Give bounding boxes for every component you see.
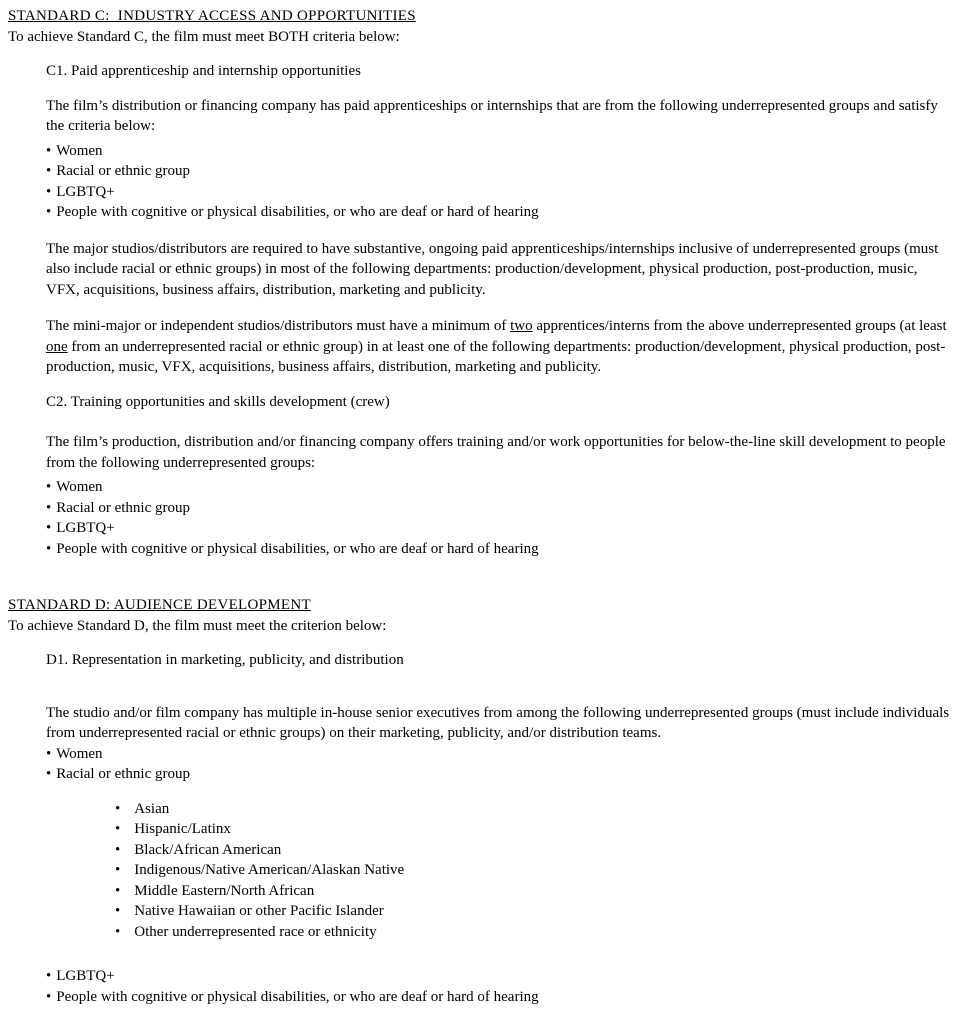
sublist-item <box>115 922 951 943</box>
sublist-item <box>115 799 951 820</box>
list-item <box>46 161 951 182</box>
list-item <box>46 477 951 498</box>
sublist-item-label: Asian <box>134 800 170 817</box>
sublist-item <box>115 819 951 840</box>
sublist-item <box>115 840 951 861</box>
sublist-item-label: Middle Eastern/North African <box>134 882 315 899</box>
list-item <box>46 141 951 162</box>
c2-intro-paragraph: The film’s production, distribution and/or financing company offers training and/or work opportunities for below-the-line skill development to people from the following underrepresented groups: <box>46 434 946 471</box>
bullet-icon: • <box>46 183 52 200</box>
list-item <box>46 966 951 987</box>
paragraph-segment: apprentices/interns from the above underrepresented groups (at least <box>532 318 947 334</box>
c1-mini-major-paragraph <box>46 316 951 378</box>
bullet-icon: • <box>115 821 121 837</box>
bullet-icon: • <box>46 745 52 762</box>
sublist-item <box>115 901 951 922</box>
list-item-label: LGBTQ+ <box>56 968 115 984</box>
underlined-word: two <box>510 318 533 334</box>
bullet-icon: • <box>115 882 121 899</box>
bullet-icon: • <box>115 862 121 878</box>
underlined-word: one <box>46 338 68 355</box>
list-item-label: Racial or ethnic group <box>56 499 190 516</box>
list-item <box>46 182 951 203</box>
sublist-item-label: Other underrepresented race or ethnicity <box>134 923 377 940</box>
paragraph-segment: The mini-major or independent studios/distributors must have a minimum of <box>46 318 511 334</box>
list-item <box>46 764 951 785</box>
list-item-label: LGBTQ+ <box>56 520 115 536</box>
bullet-icon: • <box>46 520 52 536</box>
criterion-c2-title: C2. Training opportunities and skills development (crew) <box>46 393 390 410</box>
c1-major-studios-paragraph: The major studios/distributors are required to have substantive, ongoing paid apprenticeships/internships inclusive of underrepresented groups (must also include racial or ethnic groups) in most of the following departments: production/development, physical production, post-production, music, VFX, acquisitions, business affairs, distribution, marketing and publicity. <box>46 240 939 298</box>
bullet-icon: • <box>46 540 52 557</box>
list-item-label: Racial or ethnic group <box>56 766 190 782</box>
list-item-label: Women <box>56 745 103 762</box>
c1-intro-paragraph: The film’s distribution or financing company has paid apprenticeships or internships that are from the following underrepresented groups and satisfy the criteria below: <box>46 97 938 134</box>
criterion-c1-title: C1. Paid apprenticeship and internship opportunities <box>46 63 361 79</box>
bullet-icon: • <box>46 766 52 782</box>
bullet-icon: • <box>46 988 52 1005</box>
list-item <box>46 987 951 1008</box>
list-item <box>46 518 951 539</box>
list-item <box>46 202 951 223</box>
sublist-item-label: Native Hawaiian or other Pacific Islander <box>134 903 384 919</box>
list-item-label: Women <box>56 142 103 159</box>
bullet-icon: • <box>115 800 121 817</box>
list-item-label: People with cognitive or physical disabilities, or who are deaf or hard of hearing <box>56 988 539 1005</box>
paragraph-segment: from an underrepresented racial or ethnic group) in at least one of the following departments: production/development, physical production, post-production, music, VFX, acquisitions, business affairs, distribution, marketing and publicity. <box>46 338 946 375</box>
list-item <box>46 498 951 519</box>
standard-d-intro: To achieve Standard D, the film must meet the criterion below: <box>8 617 387 634</box>
list-item-label: Racial or ethnic group <box>56 163 190 179</box>
bullet-icon: • <box>115 841 121 858</box>
d1-intro-paragraph: The studio and/or film company has multiple in-house senior executives from among the following underrepresented groups (must include individuals from underrepresented racial or ethnic groups) on their marketing, publicity, and/or distribution teams. <box>46 704 950 741</box>
bullet-icon: • <box>115 903 121 919</box>
bullet-icon: • <box>46 499 52 516</box>
list-item-label: LGBTQ+ <box>56 183 115 200</box>
sublist-item <box>115 860 951 881</box>
sublist-item-label: Black/African American <box>134 841 282 858</box>
bullet-icon: • <box>115 923 121 940</box>
bullet-icon: • <box>46 163 52 179</box>
bullet-icon: • <box>46 204 52 220</box>
list-item-label: People with cognitive or physical disabilities, or who are deaf or hard of hearing <box>56 204 539 220</box>
section-heading-standard-d: STANDARD D: AUDIENCE DEVELOPMENT <box>8 597 311 613</box>
sublist-item-label: Hispanic/Latinx <box>134 821 231 837</box>
list-item-label: Women <box>56 479 103 495</box>
standard-c-intro: To achieve Standard C, the film must meet BOTH criteria below: <box>8 28 400 45</box>
sublist-item-label: Indigenous/Native American/Alaskan Native <box>134 862 405 878</box>
list-item-label: People with cognitive or physical disabilities, or who are deaf or hard of hearing <box>56 540 539 557</box>
list-item <box>46 539 951 560</box>
criterion-d1-title: D1. Representation in marketing, publicity, and distribution <box>46 652 404 668</box>
bullet-icon: • <box>46 142 52 159</box>
list-item <box>46 744 951 765</box>
bullet-icon: • <box>46 968 52 984</box>
sublist-item <box>115 881 951 902</box>
section-heading-standard-c: STANDARD C: INDUSTRY ACCESS AND OPPORTUNITIES <box>8 8 416 24</box>
bullet-icon: • <box>46 479 52 495</box>
